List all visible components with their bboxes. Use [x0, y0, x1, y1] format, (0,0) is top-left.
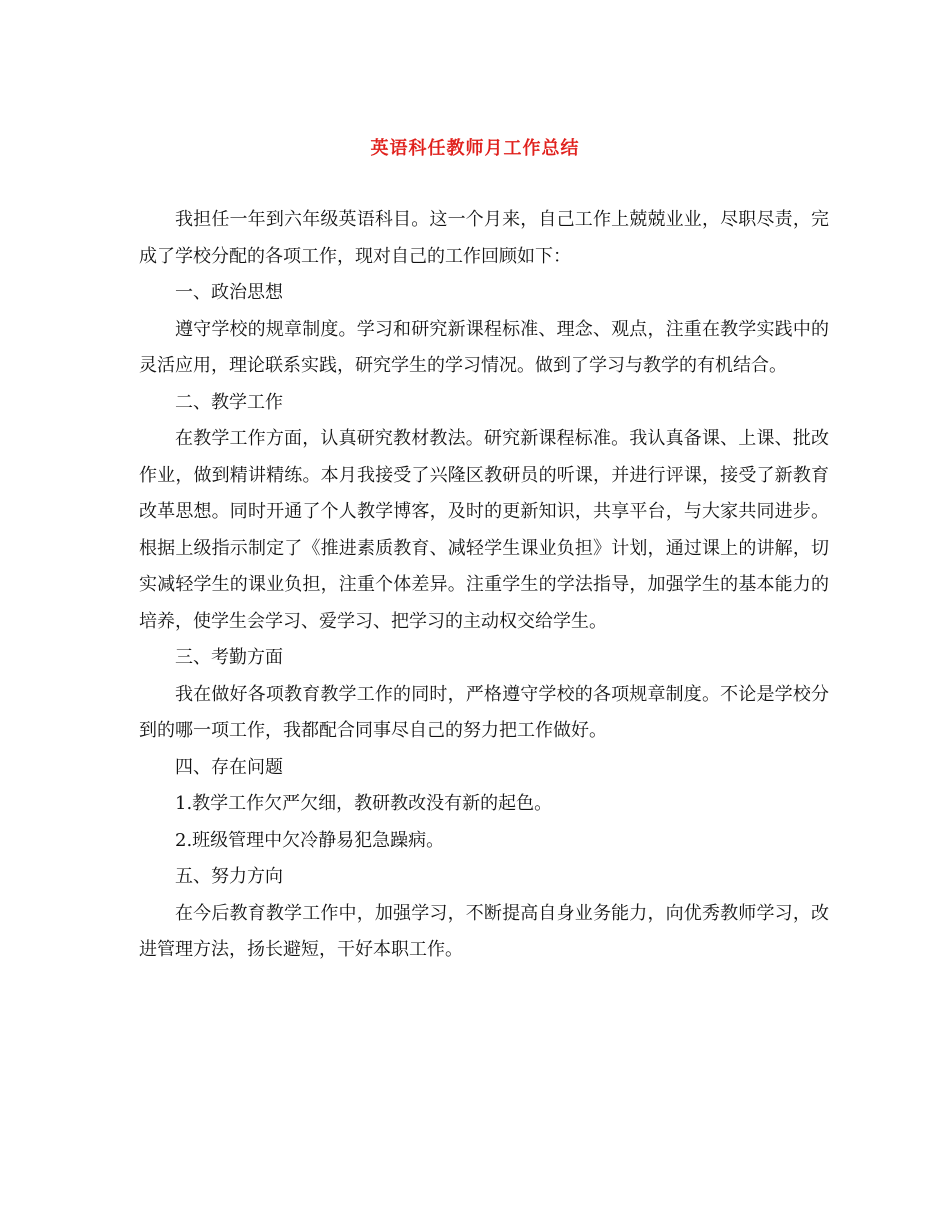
direction-paragraph: 在今后教育教学工作中，加强学习，不断提高自身业务能力，向优秀教师学习，改进管理方法，扬长避短，干好本职工作。: [139, 902, 829, 960]
document-title: 英语科任教师月工作总结: [370, 138, 580, 159]
problem-item-2: 2.班级管理中欠冷静易犯急躁病。: [175, 829, 445, 851]
section-heading-direction: 五、努力方向: [175, 866, 283, 887]
section-heading-teaching: 二、教学工作: [175, 391, 283, 413]
section-heading-politics: 一、政治思想: [175, 282, 283, 303]
attendance-paragraph: 我在做好各项教育教学工作的同时，严格遵守学校的各项规章制度。不论是学校分到的哪一项工作，我都配合同事尽自己的努力把工作做好。: [139, 683, 829, 741]
teaching-paragraph: 在教学工作方面，认真研究教材教法。研究新课程标准。我认真备课、上课、批改作业，做到精讲精练。本月我接受了兴隆区教研员的听课，并进行评课，接受了新教育改革思想。同时开通了个人教学博客，及时的更新知识，共享平台，与大家共同进步。根据上级指示制定了《推进素质教育、减轻学生课业负担》计划，通过课上的讲解，切实减轻学生的课业负担，注重个体差异。注重学生的学法指导，加强学生的基本能力的培养，使学生会学习、爱学习、把学习的主动权交给学生。: [139, 428, 829, 632]
document-body: [139, 202, 829, 969]
section-heading-attendance: 三、考勤方面: [175, 647, 283, 668]
section-heading-problems: 四、存在问题: [175, 756, 283, 778]
problem-item-1: 1.教学工作欠严欠细，教研教改没有新的起色。: [175, 793, 553, 814]
intro-paragraph: 我担任一年到六年级英语科目。这一个月来，自己工作上兢兢业业，尽职尽责，完成了学校分配的各项工作，现对自己的工作回顾如下：: [139, 209, 829, 267]
politics-paragraph: 遵守学校的规章制度。学习和研究新课程标准、理念、观点，注重在教学实践中的灵活应用，理论联系实践，研究学生的学习情况。做到了学习与教学的有机结合。: [139, 318, 829, 376]
